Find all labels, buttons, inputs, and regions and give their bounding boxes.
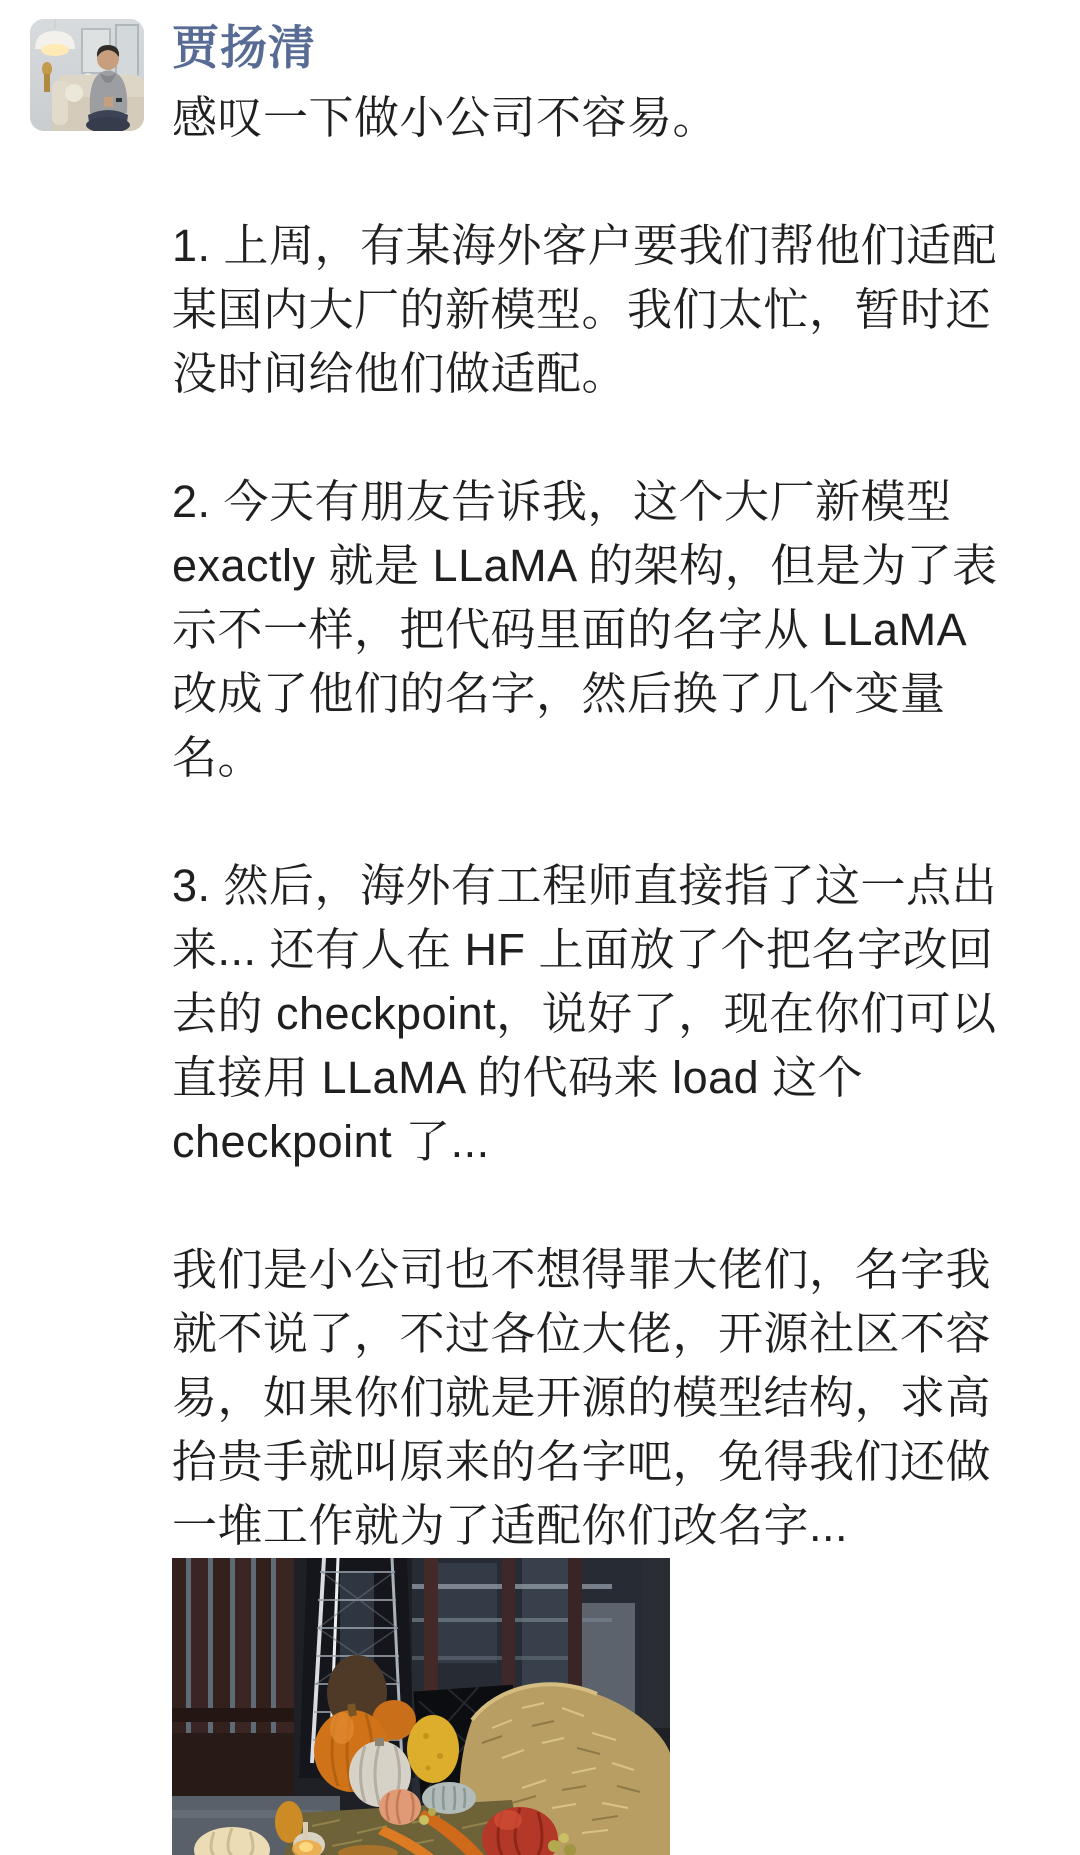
post-photo[interactable] (172, 1558, 670, 1855)
post-text-line: 一堆工作就为了适配你们改名字... (172, 1500, 849, 1551)
post-paragraph (172, 854, 1060, 1174)
post-text-line: 直接用 LLaMA 的代码来 load 这个 (172, 1052, 864, 1103)
avatar-photo (30, 19, 144, 131)
post-text-line: exactly 就是 LLaMA 的架构，但是为了表 (172, 540, 998, 591)
post-text-line: 某国内大厂的新模型。我们太忙，暂时还 (172, 284, 992, 335)
post-text-line: checkpoint 了... (172, 1116, 490, 1167)
author-name[interactable]: 贾扬清 (172, 21, 316, 74)
pumpkin-display-photo (172, 1558, 670, 1855)
post-text-line: 名。 (172, 732, 264, 783)
post-text-line: 2. 今天有朋友告诉我，这个大厂新模型 (172, 476, 952, 527)
post-text-line: 来... 还有人在 HF 上面放了个把名字改回 (172, 924, 994, 975)
post-text-line: 去的 checkpoint，说好了，现在你们可以 (172, 988, 997, 1039)
avatar[interactable] (30, 19, 144, 131)
post-text-line: 1. 上周，有某海外客户要我们帮他们适配 (172, 220, 998, 271)
post-paragraph (172, 1238, 1060, 1558)
post-text (172, 86, 1060, 1558)
post-text-line: 我们是小公司也不想得罪大佬们，名字我 (172, 1244, 992, 1295)
post-text-line: 感叹一下做小公司不容易。 (172, 92, 719, 143)
post-text-line: 没时间给他们做适配。 (172, 348, 628, 399)
post-paragraph (172, 214, 1060, 406)
post-content (172, 14, 1060, 1855)
post-paragraph (172, 86, 1060, 150)
post-text-line: 就不说了，不过各位大佬，开源社区不容 (172, 1308, 992, 1359)
post-text-line: 3. 然后，海外有工程师直接指了这一点出 (172, 860, 998, 911)
post-text-line: 易，如果你们就是开源的模型结构，求高 (172, 1372, 992, 1423)
post-text-line: 示不一样，把代码里面的名字从 LLaMA (172, 604, 968, 655)
post-text-line: 抬贵手就叫原来的名字吧，免得我们还做 (172, 1436, 992, 1487)
post-paragraph (172, 470, 1060, 790)
post-text-line: 改成了他们的名字，然后换了几个变量 (172, 668, 946, 719)
